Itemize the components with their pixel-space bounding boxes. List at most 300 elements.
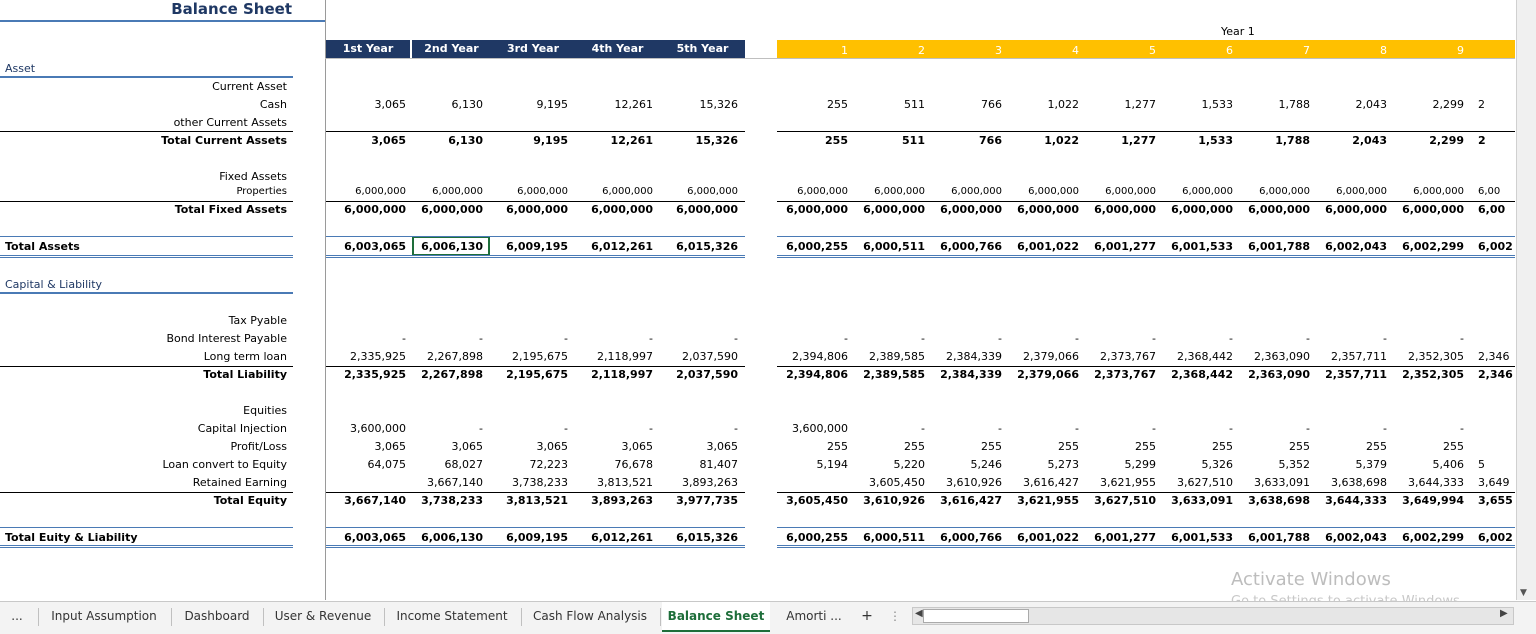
- clipped-cell[interactable]: 6,002: [1478, 240, 1513, 253]
- year-cell[interactable]: 6,012,261: [591, 240, 653, 253]
- month-cell[interactable]: 3,627,510: [1177, 476, 1233, 489]
- month-cell[interactable]: 6,001,533: [1171, 531, 1233, 544]
- row-label-total-assets: Total Assets: [5, 240, 80, 253]
- period-group-label: Year 1: [1221, 25, 1255, 38]
- section-asset-underline: [0, 76, 293, 78]
- year-cell[interactable]: 6,015,326: [676, 531, 738, 544]
- month-cell[interactable]: 255: [1135, 440, 1156, 453]
- year-cell[interactable]: 6,130: [451, 98, 483, 111]
- month-header-9[interactable]: 9: [1457, 44, 1464, 57]
- month-cell[interactable]: 6,000,000: [940, 203, 1002, 216]
- tab-separator: [38, 608, 39, 626]
- year-cell[interactable]: 15,326: [695, 134, 738, 147]
- month-cell[interactable]: 3,616,427: [1023, 476, 1079, 489]
- year-cell[interactable]: 6,006,130: [421, 240, 483, 253]
- month-cell[interactable]: -: [1460, 422, 1464, 435]
- month-cell[interactable]: 255: [904, 440, 925, 453]
- total-border: [0, 527, 293, 528]
- month-cell[interactable]: 3,605,450: [786, 494, 848, 507]
- total-border: [0, 131, 293, 132]
- year-header-3[interactable]: 3rd Year: [491, 40, 575, 58]
- month-cell[interactable]: 3,610,926: [946, 476, 1002, 489]
- year-cell[interactable]: 3,738,233: [512, 476, 568, 489]
- month-cell[interactable]: 2,394,806: [792, 350, 848, 363]
- month-cell[interactable]: 6,000,000: [1017, 203, 1079, 216]
- month-cell[interactable]: 255: [827, 440, 848, 453]
- year-cell[interactable]: 12,261: [614, 98, 653, 111]
- year-cell[interactable]: 3,065: [371, 134, 406, 147]
- month-cell[interactable]: 3,616,427: [940, 494, 1002, 507]
- month-header-5[interactable]: 5: [1149, 44, 1156, 57]
- vertical-scrollbar[interactable]: [1516, 0, 1536, 600]
- month-cell[interactable]: -: [998, 332, 1002, 345]
- month-cell[interactable]: 2,299: [1429, 134, 1464, 147]
- year-header-2[interactable]: 2nd Year: [412, 40, 491, 58]
- year-cell[interactable]: 6,000,000: [517, 186, 568, 197]
- month-cell[interactable]: 2,384,339: [940, 368, 1002, 381]
- month-cell[interactable]: 2,384,339: [946, 350, 1002, 363]
- year-cell[interactable]: 3,893,263: [682, 476, 738, 489]
- month-cell[interactable]: 2,379,066: [1017, 368, 1079, 381]
- year-cell[interactable]: 3,065: [706, 440, 738, 453]
- year-cell[interactable]: 6,015,326: [676, 240, 738, 253]
- month-cell[interactable]: 6,000,000: [1105, 186, 1156, 197]
- total-border: [777, 492, 1515, 493]
- tab-user-revenue[interactable]: User & Revenue: [274, 609, 372, 623]
- clipped-cell[interactable]: 6,00: [1478, 203, 1506, 216]
- clipped-cell[interactable]: 2: [1478, 134, 1486, 147]
- year-cell[interactable]: 6,003,065: [344, 240, 406, 253]
- month-cell[interactable]: 1,788: [1278, 98, 1310, 111]
- year-cell[interactable]: 3,667,140: [427, 476, 483, 489]
- month-cell[interactable]: 2,352,305: [1408, 350, 1464, 363]
- month-cell[interactable]: -: [1460, 332, 1464, 345]
- year-cell[interactable]: 3,065: [621, 440, 653, 453]
- total-border: [326, 131, 745, 132]
- year-cell[interactable]: 3,667,140: [344, 494, 406, 507]
- month-cell[interactable]: 3,638,698: [1248, 494, 1310, 507]
- month-cell[interactable]: 6,000,000: [1325, 203, 1387, 216]
- year-cell[interactable]: 2,335,925: [350, 350, 406, 363]
- month-cell[interactable]: 2,373,767: [1094, 368, 1156, 381]
- year-cell[interactable]: 6,006,130: [421, 531, 483, 544]
- double-border: [326, 547, 745, 548]
- tab-separator: [263, 608, 264, 626]
- year-cell[interactable]: 68,027: [444, 458, 483, 471]
- month-header-7[interactable]: 7: [1303, 44, 1310, 57]
- month-cell[interactable]: 766: [981, 98, 1002, 111]
- month-cell[interactable]: 2,357,711: [1325, 368, 1387, 381]
- year-header-4[interactable]: 4th Year: [575, 40, 660, 58]
- row-label-fixed-assets: Fixed Assets: [219, 170, 287, 183]
- row-label-cash: Cash: [259, 98, 287, 111]
- month-cell[interactable]: 1,533: [1198, 134, 1233, 147]
- sheet-title: Balance Sheet: [171, 0, 292, 18]
- year-cell[interactable]: -: [479, 332, 483, 345]
- frozen-pane-divider: [325, 0, 326, 600]
- month-cell[interactable]: 2,363,090: [1254, 350, 1310, 363]
- month-cell[interactable]: 6,000,000: [1171, 203, 1233, 216]
- month-cell[interactable]: 6,001,533: [1171, 240, 1233, 253]
- year-cell[interactable]: 6,000,000: [591, 203, 653, 216]
- double-border: [326, 545, 745, 546]
- month-cell[interactable]: 2,389,585: [863, 368, 925, 381]
- double-border: [0, 255, 293, 256]
- month-header-1[interactable]: 1: [841, 44, 848, 57]
- month-cell[interactable]: 511: [904, 98, 925, 111]
- year-cell[interactable]: 3,065: [536, 440, 568, 453]
- year-cell[interactable]: 6,130: [448, 134, 483, 147]
- month-cell[interactable]: 3,621,955: [1017, 494, 1079, 507]
- month-cell[interactable]: -: [1075, 332, 1079, 345]
- month-cell[interactable]: 255: [827, 98, 848, 111]
- year-cell[interactable]: 2,195,675: [506, 368, 568, 381]
- title-underline: [0, 20, 325, 22]
- month-cell[interactable]: -: [998, 422, 1002, 435]
- tab-separator: [521, 608, 522, 626]
- year-cell[interactable]: 3,813,521: [597, 476, 653, 489]
- tab-amortization[interactable]: Amorti ...: [786, 609, 842, 623]
- month-cell[interactable]: 255: [1443, 440, 1464, 453]
- month-cell[interactable]: 6,002,043: [1325, 240, 1387, 253]
- year-cell[interactable]: -: [734, 422, 738, 435]
- row-label-total-equity-liability: Total Euity & Liability: [5, 531, 138, 544]
- tab-separator: [384, 608, 385, 626]
- row-label-total-liability: Total Liability: [203, 368, 287, 381]
- month-cell[interactable]: 6,001,788: [1248, 531, 1310, 544]
- month-cell[interactable]: 3,605,450: [869, 476, 925, 489]
- tab-separator: [660, 608, 661, 626]
- year-cell[interactable]: 6,009,195: [506, 531, 568, 544]
- month-cell[interactable]: 1,277: [1121, 134, 1156, 147]
- activation-watermark-title: Activate Windows: [1231, 569, 1391, 590]
- year-cell[interactable]: 6,000,000: [344, 203, 406, 216]
- month-cell[interactable]: -: [1229, 332, 1233, 345]
- total-border: [777, 366, 1515, 367]
- month-cell[interactable]: 1,022: [1047, 98, 1079, 111]
- month-cell[interactable]: 2,363,090: [1248, 368, 1310, 381]
- clipped-cell[interactable]: 2,346: [1478, 350, 1510, 363]
- section-capital-liability-underline: [0, 292, 293, 294]
- year-cell[interactable]: 6,000,000: [421, 203, 483, 216]
- month-cell[interactable]: 5,326: [1201, 458, 1233, 471]
- double-border: [777, 255, 1515, 256]
- month-cell[interactable]: 6,000,000: [1259, 186, 1310, 197]
- month-cell[interactable]: 6,000,000: [797, 186, 848, 197]
- year-cell[interactable]: 6,000,000: [602, 186, 653, 197]
- double-border: [0, 257, 293, 258]
- month-cell[interactable]: 5,379: [1355, 458, 1387, 471]
- header-baseline: [325, 58, 1515, 59]
- month-cell[interactable]: 3,621,955: [1100, 476, 1156, 489]
- total-border: [0, 201, 293, 202]
- row-label-total-fixed-assets: Total Fixed Assets: [174, 203, 287, 216]
- year-cell[interactable]: 15,326: [699, 98, 738, 111]
- year-cell[interactable]: 81,407: [699, 458, 738, 471]
- month-cell[interactable]: 6,002,299: [1402, 240, 1464, 253]
- scroll-right-icon[interactable]: ▶: [1500, 608, 1508, 619]
- add-sheet-button[interactable]: +: [861, 608, 873, 624]
- year-header-1[interactable]: 1st Year: [326, 40, 410, 58]
- year-cell[interactable]: 6,012,261: [591, 531, 653, 544]
- month-cell[interactable]: 6,000,000: [874, 186, 925, 197]
- year-cell[interactable]: 64,075: [367, 458, 406, 471]
- month-cell[interactable]: 6,001,277: [1094, 240, 1156, 253]
- horizontal-scrollbar[interactable]: [912, 607, 1514, 625]
- year-cell[interactable]: 2,267,898: [427, 350, 483, 363]
- month-cell[interactable]: 3,644,333: [1325, 494, 1387, 507]
- year-cell[interactable]: 76,678: [614, 458, 653, 471]
- month-cell[interactable]: 5,246: [970, 458, 1002, 471]
- month-cell[interactable]: 5,273: [1047, 458, 1079, 471]
- year-cell[interactable]: 6,000,000: [676, 203, 738, 216]
- year-cell[interactable]: 6,000,000: [432, 186, 483, 197]
- year-cell[interactable]: 2,037,590: [676, 368, 738, 381]
- row-label-bond-interest-payable: Bond Interest Payable: [166, 332, 287, 345]
- year-cell[interactable]: 3,065: [374, 98, 406, 111]
- year-cell[interactable]: 6,003,065: [344, 531, 406, 544]
- month-cell[interactable]: 2,043: [1352, 134, 1387, 147]
- month-cell[interactable]: 255: [1289, 440, 1310, 453]
- month-cell[interactable]: 766: [979, 134, 1002, 147]
- tab-dashboard[interactable]: Dashboard: [184, 609, 250, 623]
- row-label-properties: Properties: [236, 186, 287, 197]
- total-border: [0, 366, 293, 367]
- clipped-cell[interactable]: 6,00: [1478, 186, 1501, 197]
- double-border: [777, 545, 1515, 546]
- year-cell[interactable]: -: [564, 332, 568, 345]
- row-label-total-equity: Total Equity: [213, 494, 287, 507]
- year-cell[interactable]: 3,977,735: [676, 494, 738, 507]
- double-border: [0, 545, 293, 546]
- tab-cash-flow-analysis[interactable]: Cash Flow Analysis: [532, 609, 648, 623]
- month-cell[interactable]: 6,000,255: [786, 240, 848, 253]
- year-cell[interactable]: 72,223: [529, 458, 568, 471]
- month-cell[interactable]: 6,001,788: [1248, 240, 1310, 253]
- year-cell[interactable]: 3,600,000: [350, 422, 406, 435]
- horizontal-scroll-thumb[interactable]: [923, 609, 1029, 623]
- tab-income-statement[interactable]: Income Statement: [396, 609, 508, 623]
- year-cell[interactable]: -: [649, 422, 653, 435]
- month-cell[interactable]: -: [844, 332, 848, 345]
- clipped-cell[interactable]: 2,346: [1478, 368, 1513, 381]
- double-border: [0, 547, 293, 548]
- year-cell[interactable]: 6,000,000: [355, 186, 406, 197]
- year-cell[interactable]: -: [402, 332, 406, 345]
- month-cell[interactable]: 3,633,091: [1171, 494, 1233, 507]
- total-border: [326, 201, 745, 202]
- month-cell[interactable]: 6,000,255: [786, 531, 848, 544]
- month-cell[interactable]: -: [1229, 422, 1233, 435]
- month-cell[interactable]: 5,406: [1432, 458, 1464, 471]
- month-cell[interactable]: 255: [981, 440, 1002, 453]
- month-header-6[interactable]: 6: [1226, 44, 1233, 57]
- month-cell[interactable]: 6,001,022: [1017, 240, 1079, 253]
- row-label-other-current-assets: other Current Assets: [173, 116, 287, 129]
- month-cell[interactable]: -: [1075, 422, 1079, 435]
- year-cell[interactable]: 9,195: [533, 134, 568, 147]
- row-label-equities: Equities: [243, 404, 287, 417]
- year-cell[interactable]: 9,195: [536, 98, 568, 111]
- month-cell[interactable]: 1,533: [1201, 98, 1233, 111]
- month-header-3[interactable]: 3: [995, 44, 1002, 57]
- year-cell[interactable]: 3,065: [374, 440, 406, 453]
- month-cell[interactable]: 2,043: [1355, 98, 1387, 111]
- month-cell[interactable]: 6,000,000: [1402, 203, 1464, 216]
- row-label-long-term-loan: Long term loan: [203, 350, 287, 363]
- month-cell[interactable]: 6,000,000: [1336, 186, 1387, 197]
- month-cell[interactable]: 2,379,066: [1023, 350, 1079, 363]
- month-cell[interactable]: 2,368,442: [1171, 368, 1233, 381]
- month-cell[interactable]: 5,299: [1124, 458, 1156, 471]
- total-border: [326, 492, 745, 493]
- month-header-8[interactable]: 8: [1380, 44, 1387, 57]
- scroll-left-icon[interactable]: ◀: [915, 608, 923, 619]
- month-cell[interactable]: -: [1383, 332, 1387, 345]
- year-cell[interactable]: 3,893,263: [591, 494, 653, 507]
- tab-input-assumption[interactable]: Input Assumption: [51, 609, 157, 623]
- month-cell[interactable]: 2,389,585: [869, 350, 925, 363]
- clipped-cell[interactable]: 5: [1478, 458, 1485, 471]
- year-cell[interactable]: 12,261: [610, 134, 653, 147]
- total-border: [326, 236, 745, 237]
- year-cell[interactable]: 3,813,521: [506, 494, 568, 507]
- month-cell[interactable]: -: [921, 332, 925, 345]
- year-cell[interactable]: 3,065: [451, 440, 483, 453]
- month-cell[interactable]: 6,001,022: [1017, 531, 1079, 544]
- year-cell[interactable]: 2,267,898: [421, 368, 483, 381]
- total-border: [777, 201, 1515, 202]
- month-cell[interactable]: -: [921, 422, 925, 435]
- month-cell[interactable]: 3,633,091: [1254, 476, 1310, 489]
- double-border: [326, 255, 745, 256]
- month-cell[interactable]: 6,002,299: [1402, 531, 1464, 544]
- total-border: [777, 131, 1515, 132]
- month-cell[interactable]: 3,627,510: [1094, 494, 1156, 507]
- month-cell[interactable]: 2,352,305: [1402, 368, 1464, 381]
- scroll-down-icon[interactable]: ▼: [1520, 588, 1527, 598]
- month-cell[interactable]: 2,357,711: [1331, 350, 1387, 363]
- row-label-capital-injection: Capital Injection: [197, 422, 287, 435]
- year-cell[interactable]: 2,335,925: [344, 368, 406, 381]
- section-asset: Asset: [5, 62, 36, 75]
- month-cell[interactable]: 6,000,766: [940, 240, 1002, 253]
- tab-balance-sheet[interactable]: Balance Sheet: [662, 602, 770, 632]
- row-label-tax-payable: Tax Pyable: [228, 314, 287, 327]
- year-cell[interactable]: 2,195,675: [512, 350, 568, 363]
- year-cell[interactable]: -: [479, 422, 483, 435]
- month-cell[interactable]: -: [1383, 422, 1387, 435]
- double-border: [777, 547, 1515, 548]
- year-cell[interactable]: 2,118,997: [591, 368, 653, 381]
- tab-more-button[interactable]: ...: [11, 609, 23, 623]
- year-cell[interactable]: -: [649, 332, 653, 345]
- total-border: [777, 236, 1515, 237]
- month-cell[interactable]: 6,000,511: [863, 240, 925, 253]
- total-border: [0, 236, 293, 237]
- month-cell[interactable]: 1,022: [1044, 134, 1079, 147]
- year-cell[interactable]: -: [564, 422, 568, 435]
- year-cell[interactable]: 6,000,000: [506, 203, 568, 216]
- month-cell[interactable]: 2,373,767: [1100, 350, 1156, 363]
- total-border: [326, 527, 745, 528]
- month-cell[interactable]: 5,194: [816, 458, 848, 471]
- month-cell[interactable]: 6,002,043: [1325, 531, 1387, 544]
- month-cell[interactable]: 6,000,000: [1413, 186, 1464, 197]
- double-border: [326, 257, 745, 258]
- clipped-cell[interactable]: 6,002: [1478, 531, 1513, 544]
- month-cell[interactable]: 6,000,766: [940, 531, 1002, 544]
- total-border: [0, 492, 293, 493]
- month-cell[interactable]: 255: [1058, 440, 1079, 453]
- clipped-cell[interactable]: 3,655: [1478, 494, 1513, 507]
- month-header-2[interactable]: 2: [918, 44, 925, 57]
- total-border: [777, 527, 1515, 528]
- month-cell[interactable]: 2,394,806: [786, 368, 848, 381]
- year-cell[interactable]: -: [734, 332, 738, 345]
- month-cell[interactable]: 5,220: [893, 458, 925, 471]
- month-cell[interactable]: 6,000,000: [1182, 186, 1233, 197]
- tab-separator: [171, 608, 172, 626]
- month-cell[interactable]: 6,001,277: [1094, 531, 1156, 544]
- month-cell[interactable]: 6,000,511: [863, 531, 925, 544]
- year-cell[interactable]: 6,000,000: [687, 186, 738, 197]
- month-cell[interactable]: 6,000,000: [1094, 203, 1156, 216]
- row-label-current-asset: Current Asset: [212, 80, 287, 93]
- month-cell[interactable]: -: [1152, 332, 1156, 345]
- month-cell[interactable]: 6,000,000: [951, 186, 1002, 197]
- month-cell[interactable]: 3,649,994: [1402, 494, 1464, 507]
- year-cell[interactable]: 6,009,195: [506, 240, 568, 253]
- month-cell[interactable]: 1,277: [1124, 98, 1156, 111]
- month-cell[interactable]: 6,000,000: [1028, 186, 1079, 197]
- double-border: [777, 257, 1515, 258]
- month-cell[interactable]: 6,000,000: [863, 203, 925, 216]
- month-header-4[interactable]: 4: [1072, 44, 1079, 57]
- month-cell[interactable]: 255: [1366, 440, 1387, 453]
- month-cell[interactable]: 6,000,000: [1248, 203, 1310, 216]
- month-cell[interactable]: -: [1152, 422, 1156, 435]
- month-cell[interactable]: 3,638,698: [1331, 476, 1387, 489]
- clipped-cell[interactable]: 2: [1478, 98, 1485, 111]
- clipped-cell[interactable]: 3,649: [1478, 476, 1510, 489]
- total-border: [326, 366, 745, 367]
- month-cell[interactable]: 255: [1212, 440, 1233, 453]
- month-cell[interactable]: -: [1306, 422, 1310, 435]
- section-capital-liability: Capital & Liability: [5, 278, 103, 291]
- year-cell[interactable]: 3,738,233: [421, 494, 483, 507]
- year-cell[interactable]: 2,037,590: [682, 350, 738, 363]
- month-cell[interactable]: 5,352: [1278, 458, 1310, 471]
- month-cell[interactable]: 1,788: [1275, 134, 1310, 147]
- month-cell[interactable]: 255: [825, 134, 848, 147]
- row-label-retained-earning: Retained Earning: [192, 476, 287, 489]
- row-label-loan-convert-to-equity: Loan convert to Equity: [162, 458, 287, 471]
- year-cell[interactable]: 2,118,997: [597, 350, 653, 363]
- row-label-profit-loss: Profit/Loss: [230, 440, 287, 453]
- month-cell[interactable]: 6,000,000: [786, 203, 848, 216]
- month-cell[interactable]: 511: [902, 134, 925, 147]
- tab-options-icon[interactable]: ⋮: [889, 609, 901, 623]
- month-cell[interactable]: -: [1306, 332, 1310, 345]
- month-cell[interactable]: 3,644,333: [1408, 476, 1464, 489]
- month-cell[interactable]: 2,368,442: [1177, 350, 1233, 363]
- row-label-total-current-assets: Total Current Assets: [161, 134, 287, 147]
- month-cell[interactable]: 2,299: [1432, 98, 1464, 111]
- year-header-5[interactable]: 5th Year: [660, 40, 745, 58]
- month-cell[interactable]: 3,610,926: [863, 494, 925, 507]
- month-cell[interactable]: 3,600,000: [792, 422, 848, 435]
